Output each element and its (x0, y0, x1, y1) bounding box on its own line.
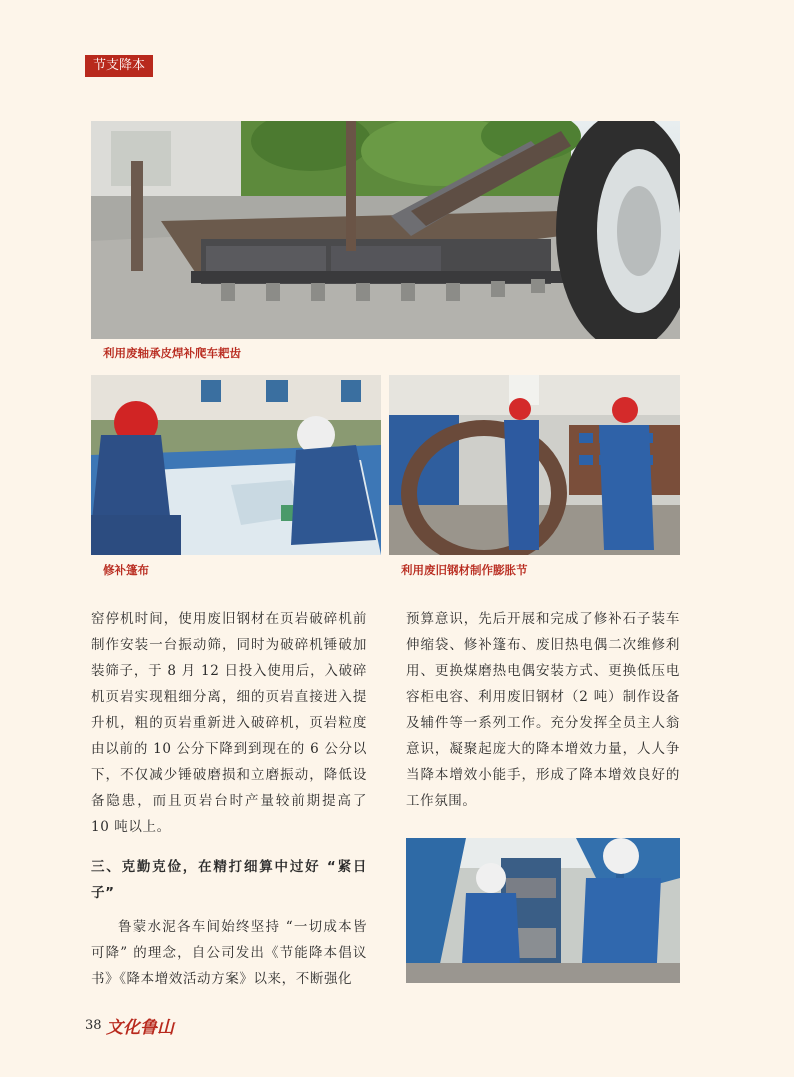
page-number: 38 (85, 1018, 102, 1033)
photo-expansion-joint (389, 375, 680, 555)
right-column (406, 606, 680, 814)
section-tag: 节支降本 (85, 55, 153, 77)
caption-harrow: 利用废轴承皮焊补爬车耙齿 (103, 346, 241, 360)
section-heading: 三、克勤克俭，在精打细算中过好 “紧日子” (91, 859, 367, 901)
left-paragraph-1: 窑停机时间，使用废旧钢材在页岩破碎机前制作安装一台振动筛，同时为破碎机锤破加装筛子，于 8 月 12 日投入使用后，入破碎机页岩实现粗细分离，细的页岩直接进入提升机，粗的页岩重新进入破碎机，页岩粒度由以前的 10 公分下降到到现在的 6 公分以下，不仅减少锤破磨损和立磨振动，降低设备隐患，而且页岩台时产量较前期提高了 10 吨以上。 (91, 611, 367, 835)
photo-harrow (91, 121, 680, 339)
right-paragraph-1: 预算意识，先后开展和完成了修补石子装车伸缩袋、修补篷布、废旧热电偶二次维修利用、更换煤磨热电偶安装方式、更换低压电容柜电容、利用废旧钢材（2 吨）制作设备及辅件等一系列工作。充分发挥全员主人翁意识，凝聚起庞大的降本增效力量，人人争当降本增效小能手，形成了降本增效良好的工作氛围。 (406, 611, 680, 809)
photo-workers-equipment (406, 838, 680, 983)
magazine-title-logo: 文化鲁山 (106, 1018, 174, 1038)
left-column (91, 606, 367, 992)
left-paragraph-2: 鲁蒙水泥各车间始终坚持 “一切成本皆可降” 的理念，自公司发出《节能降本倡议书》《降本增效活动方案》以来，不断强化 (91, 919, 367, 987)
caption-tarp-repair: 修补篷布 (103, 563, 149, 577)
photo-tarp-repair (91, 375, 381, 555)
caption-expansion-joint: 利用废旧钢材制作膨胀节 (401, 563, 528, 577)
